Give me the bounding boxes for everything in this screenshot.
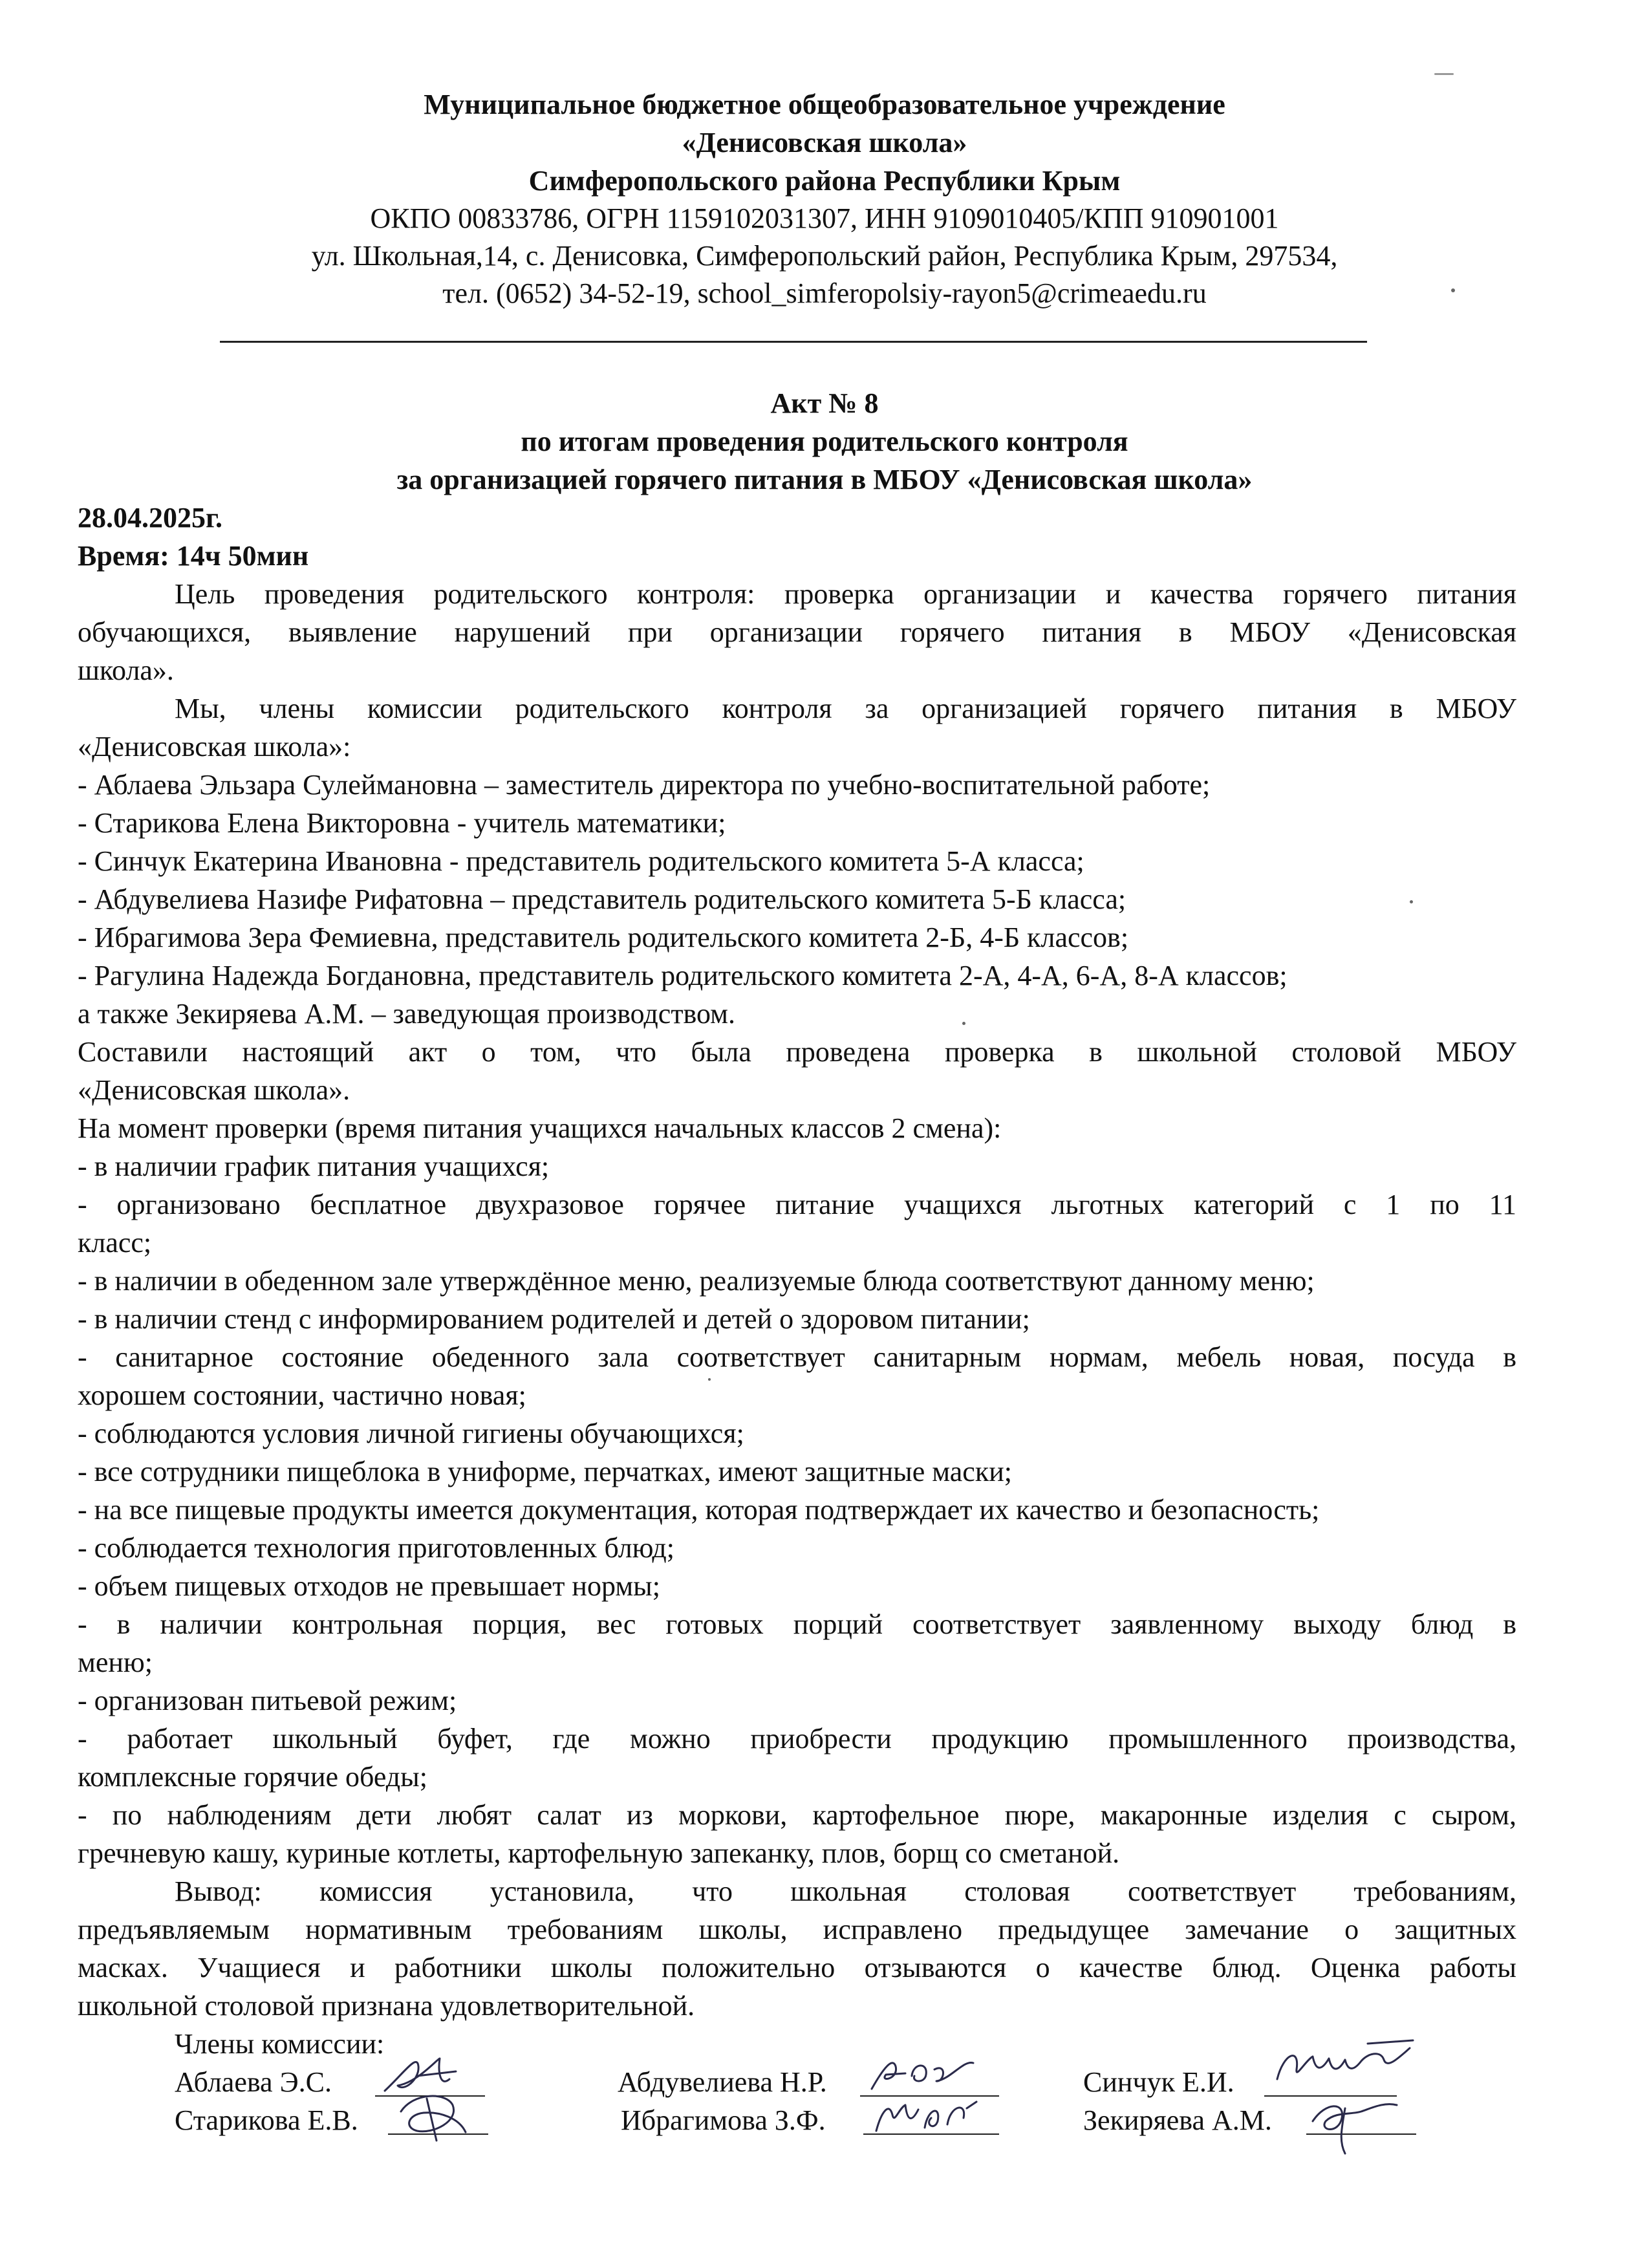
signer-starikova: Старикова Е.В. bbox=[175, 2104, 358, 2136]
body-line: Цель проведения родительского контроля: проверка организации и качества горячего питания bbox=[175, 578, 1516, 610]
finding-line: комплексные горячие обеды; bbox=[78, 1761, 427, 1793]
act-title-line2: по итогам проведения родительского контроля bbox=[521, 426, 1128, 457]
body-line: Составили настоящий акт о том, что была проведена проверка в школьной столовой МБОУ bbox=[78, 1036, 1516, 1068]
act-number: Акт № 8 bbox=[770, 387, 879, 419]
body-line: «Денисовская школа»: bbox=[78, 731, 351, 762]
scan-speck bbox=[1451, 288, 1455, 292]
scan-speck bbox=[962, 1022, 965, 1025]
signature-ibragimova-handwritten bbox=[870, 2082, 993, 2141]
org-address: ул. Школьная,14, с. Денисовка, Симферопольский район, Республика Крым, 297534, bbox=[311, 240, 1338, 272]
member-line: - Ибрагимова Зера Фемиевна, представитель родительского комитета 2-Б, 4-Б классов; bbox=[78, 922, 1129, 953]
conclusion-line: Вывод: комиссия установила, что школьная столовая соответствует требованиям, bbox=[175, 1875, 1516, 1907]
signature-zekiryaeva-handwritten bbox=[1300, 2082, 1423, 2160]
body-line: школа». bbox=[78, 654, 174, 686]
body-line: обучающихся, выявление нарушений при организации горячего питания в МБОУ «Денисовская bbox=[78, 616, 1516, 648]
signatures-heading: Члены комиссии: bbox=[175, 2028, 385, 2060]
finding-line: - в наличии стенд с информированием родителей и детей о здоровом питании; bbox=[78, 1303, 1030, 1335]
finding-line: - по наблюдениям дети любят салат из моркови, картофельное пюре, макаронные изделия с сыром, bbox=[78, 1799, 1516, 1831]
finding-line: - работает школьный буфет, где можно приобрести продукцию промышленного производства, bbox=[78, 1723, 1516, 1755]
finding-line: - организовано бесплатное двухразовое горячее питание учащихся льготных категорий с 1 по 11 bbox=[78, 1189, 1516, 1220]
member-line: - Аблаева Эльзара Сулеймановна – заместитель директора по учебно-воспитательной работе; bbox=[78, 769, 1211, 801]
act-date: 28.04.2025г. bbox=[78, 502, 223, 534]
signature-starikova-handwritten bbox=[388, 2086, 491, 2144]
signer-ibragimova: Ибрагимова З.Ф. bbox=[621, 2104, 826, 2136]
org-contacts: тел. (0652) 34-52-19, school_simferopolsiy-rayon5@crimeaedu.ru bbox=[442, 277, 1207, 309]
finding-line: - соблюдается технология приготовленных блюд; bbox=[78, 1532, 674, 1564]
finding-line: - все сотрудники пищеблока в униформе, перчатках, имеют защитные маски; bbox=[78, 1456, 1012, 1487]
act-time: Время: 14ч 50мин bbox=[78, 540, 309, 572]
finding-line: хорошем состоянии, частично новая; bbox=[78, 1379, 526, 1411]
signer-sinchuk: Синчук Е.И. bbox=[1083, 2066, 1234, 2098]
scan-speck bbox=[1410, 900, 1413, 903]
finding-line: класс; bbox=[78, 1227, 152, 1258]
org-name-line2: «Денисовская школа» bbox=[682, 127, 967, 158]
finding-line: - на все пищевые продукты имеется документация, которая подтверждает их качество и безопасность; bbox=[78, 1494, 1320, 1526]
body-line: Мы, члены комиссии родительского контроля за организацией горячего питания в МБОУ bbox=[175, 693, 1516, 724]
member-line: - Старикова Елена Викторовна - учитель математики; bbox=[78, 807, 726, 839]
member-line: - Абдувелиева Назифе Рифатовна – представитель родительского комитета 5-Б класса; bbox=[78, 883, 1126, 915]
act-title-line3: за организацией горячего питания в МБОУ «Денисовская школа» bbox=[396, 464, 1253, 495]
conclusion-line: школьной столовой признана удовлетворительной. bbox=[78, 1990, 695, 2022]
finding-line: - соблюдаются условия личной гигиены обучающихся; bbox=[78, 1418, 744, 1449]
org-name-line1: Муниципальное бюджетное общеобразовательное учреждение bbox=[424, 89, 1225, 120]
conclusion-line: предъявляемым нормативным требованиям школы, исправлено предыдущее замечание о защитных bbox=[78, 1914, 1516, 1945]
finding-line: меню; bbox=[78, 1647, 153, 1678]
finding-line: - в наличии контрольная порция, вес готовых порций соответствует заявленному выходу блюд в bbox=[78, 1608, 1516, 1640]
org-codes: ОКПО 00833786, ОГРН 1159102031307, ИНН 9109010405/КПП 910901001 bbox=[370, 202, 1279, 234]
body-line: На момент проверки (время питания учащихся начальных классов 2 смена): bbox=[78, 1112, 1002, 1144]
finding-line: гречневую кашу, куриные котлеты, картофельную запеканку, плов, борщ со сметаной. bbox=[78, 1837, 1120, 1869]
signer-zekiryaeva: Зекиряева А.М. bbox=[1083, 2104, 1272, 2136]
conclusion-line: масках. Учащиеся и работники школы положительно отзываются о качестве блюд. Оценка работы bbox=[78, 1952, 1516, 1983]
member-line: - Синчук Екатерина Ивановна - представитель родительского комитета 5-А класса; bbox=[78, 845, 1084, 877]
finding-line: - в наличии график питания учащихся; bbox=[78, 1150, 550, 1182]
member-line: - Рагулина Надежда Богдановна, представитель родительского комитета 2-А, 4-А, 6-А, 8-А классов; bbox=[78, 960, 1288, 991]
member-line: а также Зекиряева А.М. – заведующая производством. bbox=[78, 998, 736, 1030]
finding-line: - санитарное состояние обеденного зала соответствует санитарным нормам, мебель новая, посуда в bbox=[78, 1341, 1516, 1373]
signer-ablaeva: Аблаева Э.С. bbox=[175, 2066, 332, 2098]
finding-line: - объем пищевых отходов не превышает нормы; bbox=[78, 1570, 660, 1602]
body-line: «Денисовская школа». bbox=[78, 1074, 350, 1106]
finding-line: - в наличии в обеденном зале утверждённое меню, реализуемые блюда соответствуют данному меню; bbox=[78, 1265, 1315, 1297]
scan-speck bbox=[708, 1378, 711, 1381]
signer-abduvelieva: Абдувелиева Н.Р. bbox=[618, 2066, 827, 2098]
finding-line: - организован питьевой режим; bbox=[78, 1685, 457, 1716]
scan-speck bbox=[1434, 73, 1454, 75]
header-divider bbox=[220, 341, 1367, 343]
org-name-line3: Симферопольского района Республики Крым bbox=[528, 165, 1121, 197]
